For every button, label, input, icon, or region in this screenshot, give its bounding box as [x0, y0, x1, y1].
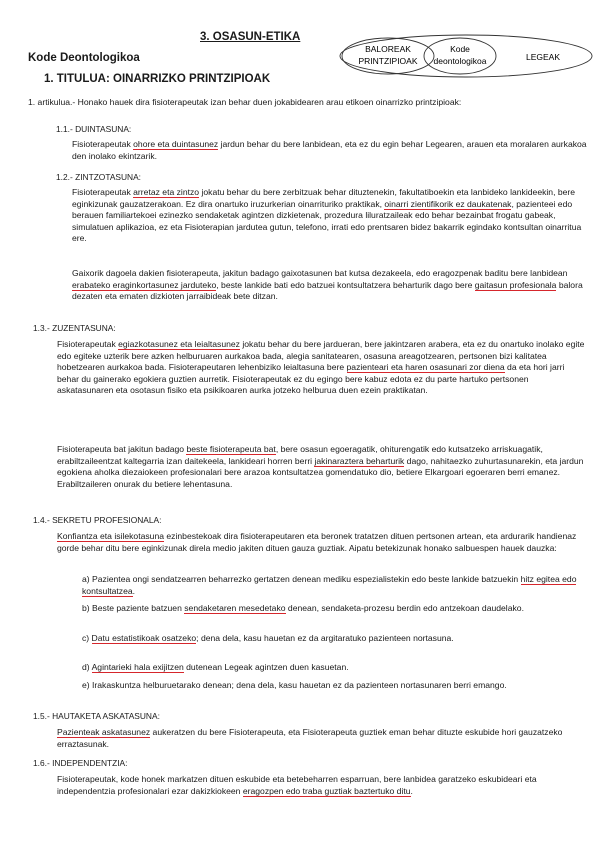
exception-d: d) Agintarieki hala exijitzen dutenean Legeak agintzen duen kasuetan.	[82, 662, 349, 672]
diagram-right: LEGEAK	[525, 52, 561, 62]
title-1: 1. TITULUA: OINARRIZKO PRINTZIPIOAK	[44, 73, 271, 85]
heading-1-5: 1.5.- HAUTAKETA ASKATASUNA:	[33, 711, 160, 721]
values-diagram	[338, 33, 594, 79]
underline-exception-d: Agintarieki hala exijitzen	[91, 662, 184, 672]
article-intro: 1. artikulua.- Honako hauek dira fisioterapeutak izan behar duen jokabidearen arau etikoen oinarrizko printzipioak:	[28, 97, 462, 107]
paragraph-1-5: Pazienteak askatasunez aukeratzen du bere Fisioterapeuta, eta Fisioterapeuta guztiek eman behar dituzte eskubide hori gauzatzeko erraztasunak.	[57, 727, 563, 749]
diagram-left-line1: BALOREAK	[365, 44, 411, 54]
heading-1-4: 1.4.- SEKRETU PROFESIONALA:	[33, 515, 162, 525]
paragraph-1-2-a: Fisioterapeutak arretaz eta zintzo jokatu behar du bere zerbitzuak behar dituztenekin, fakultatiboekin eta lanbideko lankideekin, bere eginkizunak gauzatzerakoan. Ez dira onartuko iruzurkerian oinarrituriko praktikak, oinarri zientifikorik ez daukatenak, pazienteei edo berauen familiartekoei ezinezko sendaketak agintzen dizkietenak, prozedura liluratzaileak edo behar bezainbat frogatu gabeak, simulatuen aplikazioa, ez eta Fisioterapian jardutea gutun, telefono, irrati edo prentsaren bidez bakarrik egindako kontsultan oinarritua ere.	[72, 187, 582, 244]
section-title: 3. OSASUN-ETIKA	[200, 31, 301, 43]
paragraph-1-3-a: Fisioterapeutak egiazkotasunez eta leialtasunez jokatu behar du bere jardueran, bere jakintzaren arabera, eta ez du onartuko inolako egite edo egiteke uzterik bere azken helburuaren aurkakoa bada, alegia sanitatearen, osasuna areagotzearen, pertsonen bizi kalitatea hobetzearen aurkakoa bada. Fisioterapeutaren lehenbiziko leialtasuna bere pazienteari eta haren osasunari zor diena da eta hori jarri behar du gainerako egokiera guztien aurretik. Fisioterapeutak ez du egingo bere kabuz edota ez du parte hartuko pertsonen askatasunaren eta osotasun fisiko eta psikikoaren aurka jotzeko helburua duen ezein praktikatan.	[57, 339, 585, 396]
underline-exception-c: Datu estatistikoak osatzeko	[91, 633, 197, 643]
underline-1-2-a2: oinarri zientifikorik ez daukatenak	[384, 198, 512, 209]
exception-b: b) Beste paziente batzuen sendaketaren mesedetako denean, sendaketa-prozesu berdin edo antzekoan daudelako.	[82, 603, 524, 613]
diagram-left-line2: PRINTZIPIOAK	[358, 56, 418, 66]
code-title: Kode Deontologikoa	[28, 52, 140, 64]
diagram-center-line1: Kode	[450, 44, 470, 54]
underline-exception-b: sendaketaren mesedetako	[184, 603, 286, 613]
paragraph-1-1: Fisioterapeutak ohore eta duintasunez jardun behar du bere lanbidean, eta ez du egin behar Legearen, arauen eta moralaren aurkakoa den inolako ekintzarik.	[72, 139, 587, 161]
heading-1-1: 1.1.- DUINTASUNA:	[56, 124, 132, 134]
exception-a: a) Pazientea ongi sendatzearren beharrezko gertatzen denean mediku espezialistekin edo beste lankide batzuekin hitz egitea edo kontsultatzea.	[82, 574, 577, 596]
underline-1-2-b2: gaitasun profesionala	[474, 279, 557, 290]
underline-1-2-a1: arretaz eta zintzo	[133, 187, 200, 197]
underline-1-1: ohore eta duintasunez	[133, 139, 219, 149]
underline-exception-a: hitz egitea edo kontsultatzea	[82, 574, 577, 596]
exception-c: c) Datu estatistikoak osatzeko; dena dela, kasu hauetan ez da argitaratuko pazienteen nortasuna.	[82, 633, 454, 643]
exception-e: e) Irakaskuntza helburuetarako denean; dena dela, kasu hauetan ez da pazienteen nortasunaren berri emango.	[82, 680, 507, 690]
underline-1-3-b1: beste fisioterapeuta bat	[186, 444, 276, 454]
heading-1-6: 1.6.- INDEPENDENTZIA:	[33, 758, 128, 768]
paragraph-1-6: Fisioterapeutak, kode honek markatzen dituen eskubide eta betebeharren esparruan, bere lanbidea garatzeko eskubideari eta independentzia profesionalari ezar dakizkiokeen eragozpen edo traba guztiak baztertuko ditu.	[57, 774, 537, 796]
underline-1-4: Konfiantza eta isilekotasuna	[57, 531, 165, 541]
diagram-center-line2: deontologikoa	[433, 56, 487, 66]
underline-1-5: Pazienteak askatasunez	[57, 727, 151, 737]
underline-1-3-a2: pazienteari eta haren osasunari zor diena	[346, 362, 505, 373]
heading-1-2: 1.2.- ZINTZOTASUNA:	[56, 172, 141, 182]
underline-1-6: eragozpen edo traba guztiak baztertuko ditu	[242, 785, 411, 796]
paragraph-1-3-b: Fisioterapeuta bat jakitun badago beste fisioterapeuta bat, bere osasun egoeragatik, ohiturengatik edo kutsatzeko arriskuagatik, erabiltzaileentzat kaltegarria izan daitekeela, lankideari horren berri jakinaraztera beharturik dago, nahitaezko zuhurtasunarekin, eta jardun egokiena aholka diezaiokeen profesionalari bere arazoa kontsultatzea gomendatuko dio, betiere Elkargoari egoeraren berri emanez. Erabiltzaileren onurak du betiere lehentasuna.	[57, 444, 584, 489]
underline-1-3-a1: egiazkotasunez eta leialtasunez	[118, 339, 240, 349]
paragraph-1-4: Konfiantza eta isilekotasuna ezinbestekoak dira fisioterapeutaren eta beronek tratatzen dituen pertsonen artean, eta ardurarik handienaz gorde behar ditu bere eginkizunak direla medio jakiten dituen gauza guztiak. Aipatu betekizunak honako salbuespen hauek dauzka:	[57, 531, 577, 553]
heading-1-3: 1.3.- ZUZENTASUNA:	[33, 323, 116, 333]
paragraph-1-2-b: Gaixorik dagoela dakien fisioterapeuta, jakitun badago gaixotasunen bat kutsa dezakeela, edo eragozpenak baditu bere lanbidean erabateko eraginkortasunez jarduteko, beste lankide bati edo batzuei kontsultatzera beharturik dago bere gaitasun profesionala balora dezaten eta ematen dizkioten jarraibideak bete ditzan.	[72, 268, 583, 302]
underline-1-2-b1: erabateko eraginkortasunez jarduteko	[72, 279, 217, 290]
underline-1-3-b2: jakinaraztera beharturik	[314, 455, 405, 466]
